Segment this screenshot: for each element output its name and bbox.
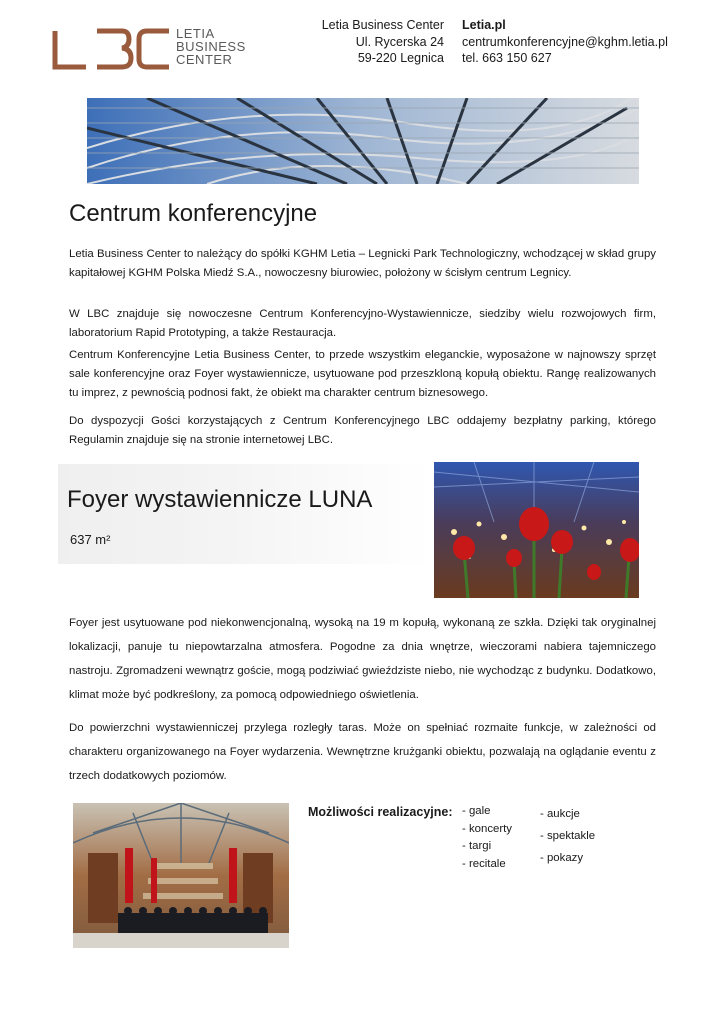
intro-paragraph: Letia Business Center to należący do spółki KGHM Letia – Legnicki Park Technologiczny, wchodzącej w skład grupy kapitałowej KGHM Polska Miedź S.A., nowoczesny biurowiec, położony w ścisłym centrum Legnicy. xyxy=(69,248,656,279)
list-item: - gale xyxy=(462,805,491,817)
list-item: - targi xyxy=(462,840,492,852)
street: Ul. Rycerska 24 xyxy=(355,34,444,49)
area-value: 637 m² xyxy=(70,532,111,547)
logo-wordmark: LETIA BUSINESS CENTER xyxy=(176,26,246,67)
foyer-paragraph: Foyer jest usytuowane pod niekonwencjonalną, wysoką na 19 m kopułą, wykonaną ze szkła. Dzięki tak oryginalnej lokalizacji, panuje tu niepowtarzalna atmosfera. Pogodne za dnia wnętrze, wieczorami nabiera tajemniczego nastroju. Zgromadzeni wewnątrz goście, mogą podziwiać gwieździste niebo, nie wychodząc z budynku. Dodatkowo, klimat może być podkreślony, za pomocą odpowiedniego oświetlenia. xyxy=(69,617,656,701)
list-item: - spektakle xyxy=(540,830,596,842)
conference-paragraph: Centrum Konferencyjne Letia Business Center, to przede wszystkim eleganckie, wyposażone w najnowszy sprzęt sale konferencyjne oraz Foyer wystawiennicze, usytuowane pod przeszkloną kopułą obiektu. Rangę realizowanych tu imprez, z pewnością podnosi fakt, że obiekt ma charakter centrum biznesowego. xyxy=(69,349,656,399)
possibilities-list-2 xyxy=(540,803,595,869)
roses-foyer-photo xyxy=(434,462,639,598)
page-title: Centrum konferencyjne xyxy=(69,200,318,227)
possibilities-list-1 xyxy=(462,803,512,873)
company-name: Letia Business Center xyxy=(321,18,444,32)
phone-number: tel. 663 150 627 xyxy=(462,51,552,65)
possibilities-label: Możliwości realizacyjne: xyxy=(308,805,453,819)
address-block xyxy=(322,17,444,67)
list-item: - recitale xyxy=(462,857,506,870)
terrace-paragraph: Do powierzchni wystawienniczej przylega rozległy taras. Może on spełniać rozmaite funkcje, w zależności od charakteru organizowanego na Foyer wydarzenia. Wewnętrzne krużganki obiektu, pozwalają na oglądanie eventu z trzech dodatkowych poziomów. xyxy=(69,722,656,782)
parking-paragraph: Do dyspozycji Gości korzystających z Centrum Konferencyjnego LBC oddajemy bezpłatny parking, którego Regulamin znajduje się na stronie internetowej LBC. xyxy=(69,415,656,446)
atrium-event-photo xyxy=(73,803,289,948)
lbc-logo-icon xyxy=(52,28,172,70)
section-title: Foyer wystawiennicze LUNA xyxy=(67,486,373,513)
list-item: - pokazy xyxy=(540,852,584,864)
list-item: - aukcje xyxy=(540,808,580,820)
glass-roof-banner xyxy=(87,98,639,184)
email-link[interactable]: centrumkonferencyjne@kghm.letia.pl xyxy=(462,34,668,49)
contact-block xyxy=(462,17,668,67)
list-item: - koncerty xyxy=(462,822,513,835)
website-link[interactable]: Letia.pl xyxy=(462,18,506,32)
lbc-paragraph: W LBC znajduje się nowoczesne Centrum Konferencyjno-Wystawiennicze, siedziby wielu rozwojowych firm, laboratorium Rapid Prototyping, a także Restauracja. xyxy=(69,308,656,339)
city: 59-220 Legnica xyxy=(357,51,444,65)
section-heading-band xyxy=(58,464,432,564)
